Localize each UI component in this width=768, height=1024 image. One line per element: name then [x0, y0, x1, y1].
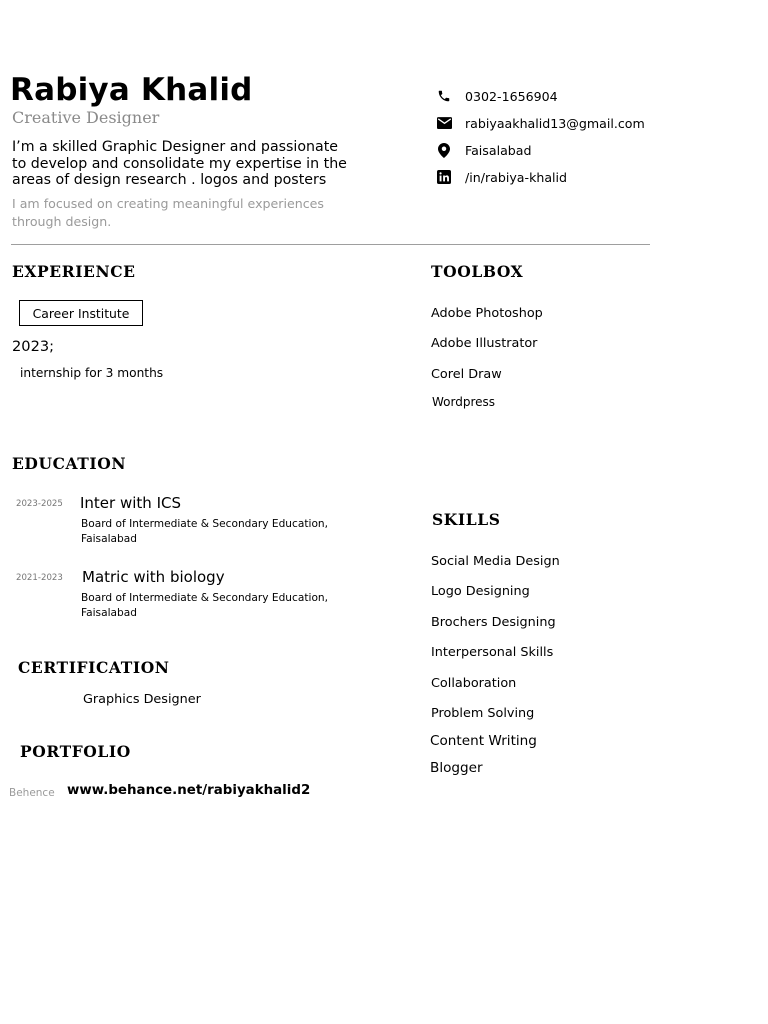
intro-line: to develop and consolidate my expertise in the	[12, 155, 347, 172]
portfolio-heading: PORTFOLIO	[20, 742, 131, 761]
education-institution: Board of Intermediate & Secondary Education, Faisalabad	[81, 592, 329, 619]
certification-heading: CERTIFICATION	[18, 658, 170, 677]
education-dates: 2023-2025	[16, 499, 63, 509]
certification-item: Graphics Designer	[83, 692, 201, 707]
skills-heading: SKILLS	[432, 510, 501, 529]
toolbox-item: Adobe Photoshop	[431, 306, 543, 321]
experience-year: 2023;	[12, 338, 55, 355]
experience-company: Career Institute	[19, 300, 143, 326]
experience-heading: EXPERIENCE	[12, 262, 136, 281]
linkedin-text[interactable]: /in/rabiya-khalid	[465, 169, 568, 185]
toolbox-item: Corel Draw	[431, 367, 502, 382]
contact-location	[436, 142, 532, 158]
phone-icon	[436, 88, 452, 104]
skill-item: Collaboration	[431, 676, 517, 691]
job-title: Creative Designer	[12, 108, 160, 127]
education-institution: Board of Intermediate & Secondary Education, Faisalabad	[81, 518, 329, 545]
toolbox-item: Wordpress	[432, 395, 496, 409]
intro-line: I’m a skilled Graphic Designer and passionate	[12, 139, 339, 155]
education-title: Inter with ICS	[80, 494, 181, 512]
intro-line: areas of design research . logos and posters	[12, 172, 327, 188]
contact-email	[436, 115, 645, 131]
skill-item: Brochers Designing	[431, 615, 556, 630]
candidate-name: Rabiya Khalid	[10, 72, 253, 108]
education-heading: EDUCATION	[12, 454, 127, 473]
skill-item: Interpersonal Skills	[431, 645, 554, 660]
phone-text: 0302-1656904	[465, 88, 558, 104]
education-title: Matric with biology	[82, 568, 225, 586]
email-text[interactable]: rabiyaakhalid13@gmail.com	[465, 115, 645, 131]
skill-item: Blogger	[430, 760, 483, 776]
education-dates: 2021-2023	[16, 573, 63, 583]
contact-linkedin	[436, 169, 567, 185]
skill-item: Logo Designing	[431, 584, 530, 599]
location-text: Faisalabad	[465, 142, 532, 158]
header-divider	[11, 244, 650, 245]
toolbox-heading: TOOLBOX	[431, 262, 524, 281]
contact-phone	[436, 88, 558, 104]
linkedin-icon	[436, 169, 452, 185]
intro-paragraph	[12, 139, 372, 189]
skill-item: Content Writing	[430, 733, 537, 749]
skill-item: Social Media Design	[431, 554, 560, 569]
focus-statement: I am focused on creating meaningful experiences through design.	[12, 196, 324, 229]
skill-item: Problem Solving	[431, 706, 535, 721]
location-pin-icon	[436, 142, 452, 158]
portfolio-link[interactable]: www.behance.net/rabiyakhalid2	[67, 783, 311, 798]
toolbox-item: Adobe Illustrator	[431, 336, 538, 351]
portfolio-platform: Behence	[9, 787, 55, 799]
email-icon	[436, 115, 452, 131]
experience-description: internship for 3 months	[20, 366, 164, 380]
